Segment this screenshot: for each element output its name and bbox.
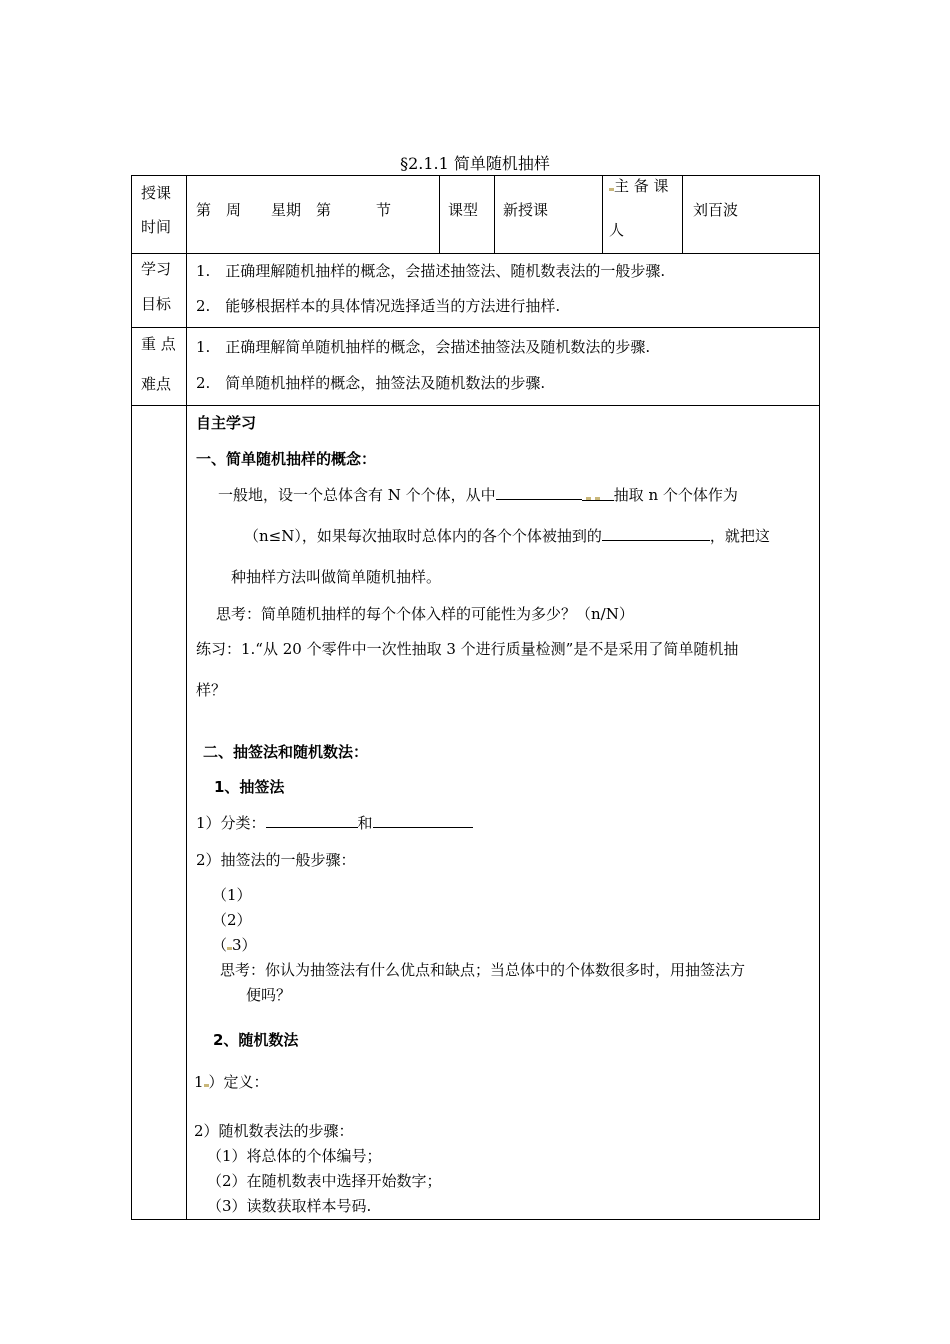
col-divider [494, 175, 495, 253]
step-item: （ 3） [212, 936, 257, 954]
objective-item: 1. 正确理解随机抽样的概念，会描述抽签法、随机数表法的一般步骤. [196, 262, 666, 280]
definition-item: 1 ）定义： [194, 1073, 269, 1091]
step-item: （2）在随机数表中选择开始数字； [207, 1172, 442, 1190]
section-heading: 一、简单随机抽样的概念： [196, 450, 377, 468]
col-divider [439, 175, 440, 253]
practice-question: 样？ [196, 681, 227, 699]
step-item: （1）将总体的个体编号； [207, 1147, 382, 1165]
keypoints-label: 重 点 [141, 335, 176, 353]
fill-blank[interactable] [602, 526, 710, 541]
objectives-label: 学习 [141, 260, 172, 278]
col-divider [682, 175, 683, 253]
header-label: 时间 [141, 218, 172, 236]
fill-blank[interactable] [582, 486, 614, 501]
definition-line: （n≤N），如果每次抽取时总体内的各个个体被抽到的 ，就把这 [244, 527, 770, 545]
row-divider [131, 327, 820, 328]
marker-dot [586, 497, 591, 500]
fill-blank[interactable] [373, 813, 473, 828]
steps-title: 2）抽签法的一般步骤： [196, 851, 356, 869]
col-divider [186, 175, 187, 1220]
preparer-value: 刘百波 [693, 201, 739, 219]
objectives-label: 目标 [141, 295, 172, 313]
classification-line: 1）分类： 和 [196, 812, 473, 833]
subsection-heading: 2、随机数法 [213, 1031, 299, 1049]
subsection-heading: 1、抽签法 [214, 778, 285, 796]
header-label: 授课 [141, 184, 172, 202]
time-line: 第 周 星期 第 节 [196, 201, 392, 219]
objective-item: 2. 能够根据样本的具体情况选择适当的方法进行抽样. [196, 297, 561, 315]
keypoint-item: 2. 简单随机抽样的概念，抽签法及随机数法的步骤. [196, 374, 546, 392]
type-label: 课型 [448, 201, 479, 219]
keypoint-item: 1. 正确理解简单随机抽样的概念，会描述抽签法及随机数法的步骤. [196, 338, 651, 356]
marker-dot [595, 497, 600, 500]
preparer-label: 人 [609, 221, 625, 239]
preparer-label: 主 备 课 [609, 175, 669, 196]
row-divider [131, 405, 820, 406]
page-title: §2.1.1 简单随机抽样 [400, 154, 550, 173]
keypoints-label: 难点 [141, 375, 172, 393]
step-item: （3）读数获取样本号码. [207, 1197, 372, 1215]
random-steps-title: 2）随机数表法的步骤： [194, 1122, 354, 1140]
col-divider [602, 175, 603, 253]
section-heading: 二、抽签法和随机数法： [203, 743, 369, 761]
row-divider [131, 253, 820, 254]
type-value: 新授课 [503, 201, 549, 219]
step-item: （2） [212, 911, 252, 929]
think-question: 思考：简单随机抽样的每个个体入样的可能性为多少？（n/N） [216, 605, 634, 623]
fill-blank[interactable] [496, 485, 582, 500]
fill-blank[interactable] [266, 813, 358, 828]
practice-question: 练习：1.“从 20 个零件中一次性抽取 3 个进行质量检测”是不是采用了简单随机抽 [196, 640, 739, 658]
think-question: 便吗？ [246, 986, 292, 1004]
lesson-table [131, 175, 820, 1220]
self-study-heading: 自主学习 [196, 414, 257, 432]
definition-line: 种抽样方法叫做简单随机抽样。 [231, 568, 442, 586]
step-item: （1） [212, 886, 252, 904]
think-question: 思考：你认为抽签法有什么优点和缺点；当总体中的个体数很多时，用抽签法方 [220, 961, 746, 979]
definition-line: 一般地，设一个总体含有 N 个个体，从中 抽取 n 个个体作为 [218, 486, 738, 504]
